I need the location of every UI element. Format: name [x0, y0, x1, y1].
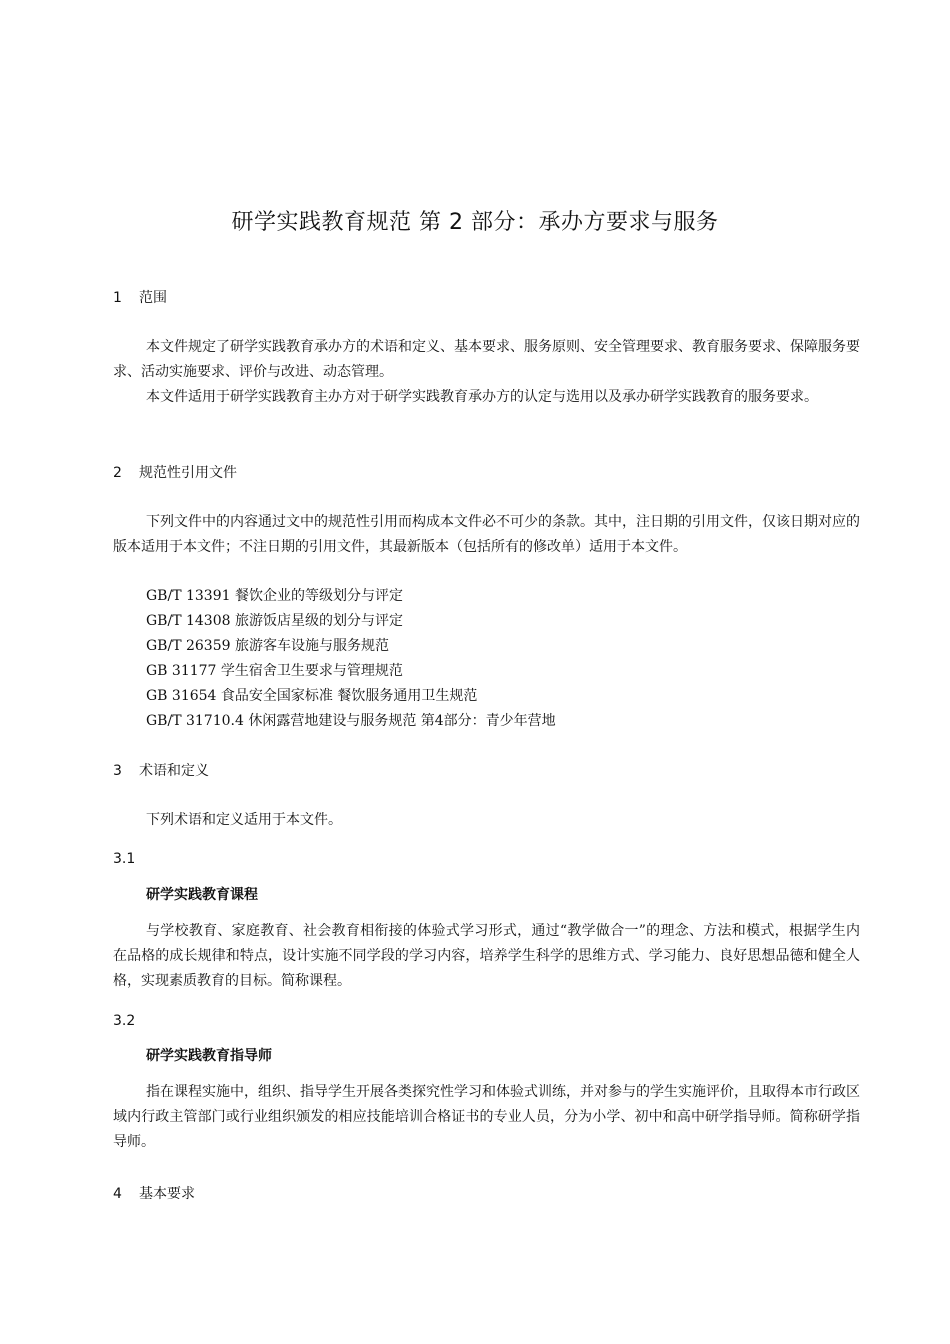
term-definition: 指在课程实施中，组织、指导学生开展各类探究性学习和体验式训练，并对参与的学生实施评价，且取得本市行政区域内行政主管部门或行业组织颁发的相应技能培训合格证书的专业人员，分为小学、初中和高中研学指导师。简称研学指导师。 [113, 1084, 860, 1150]
section-number: 2 [113, 465, 122, 481]
section-title: 术语和定义 [139, 763, 209, 779]
reference-item: GB/T 13391 餐饮企业的等级划分与评定 [146, 588, 403, 604]
term-name: 研学实践教育指导师 [146, 1048, 272, 1064]
section-heading-scope [113, 287, 167, 309]
reference-item: GB/T 26359 旅游客车设施与服务规范 [146, 638, 389, 654]
scope-paragraph-1: 本文件规定了研学实践教育承办方的术语和定义、基本要求、服务原则、安全管理要求、教育服务要求、保障服务要求、活动实施要求、评价与改进、动态管理。 [113, 339, 860, 380]
reference-item: GB 31177 学生宿舍卫生要求与管理规范 [146, 663, 403, 679]
terms-intro-paragraph: 下列术语和定义适用于本文件。 [146, 812, 342, 828]
reference-item: GB/T 31710.4 休闲露营地建设与服务规范 第4部分：青少年营地 [146, 713, 556, 729]
section-title: 规范性引用文件 [139, 465, 237, 481]
references-intro-paragraph: 下列文件中的内容通过文中的规范性引用而构成本文件必不可少的条款。其中，注日期的引用文件，仅该日期对应的版本适用于本文件；不注日期的引用文件，其最新版本（包括所有的修改单）适用于本文件。 [113, 514, 860, 555]
section-heading-basic-requirements [113, 1183, 195, 1205]
reference-item: GB/T 14308 旅游饭店星级的划分与评定 [146, 613, 403, 629]
reference-item: GB 31654 食品安全国家标准 餐饮服务通用卫生规范 [146, 688, 478, 704]
section-number: 4 [113, 1186, 122, 1202]
section-title: 范围 [139, 290, 167, 306]
clause-number: 3.2 [113, 1013, 136, 1029]
section-heading-terms-and-definitions [113, 760, 209, 782]
section-title: 基本要求 [139, 1186, 195, 1202]
clause-number: 3.1 [113, 851, 136, 867]
section-number: 3 [113, 763, 122, 779]
section-heading-normative-references [113, 462, 237, 484]
term-definition: 与学校教育、家庭教育、社会教育相衔接的体验式学习形式，通过“教学做合一”的理念、方法和模式，根据学生内在品格的成长规律和特点，设计实施不同学段的学习内容，培养学生科学的思维方式、学习能力、良好思想品德和健全人格，实现素质教育的目标。简称课程。 [113, 923, 860, 989]
section-number: 1 [113, 290, 122, 306]
scope-paragraph-2: 本文件适用于研学实践教育主办方对于研学实践教育承办方的认定与选用以及承办研学实践教育的服务要求。 [146, 389, 818, 405]
term-name: 研学实践教育课程 [146, 887, 258, 903]
document-title: 研学实践教育规范 第 2 部分：承办方要求与服务 [231, 210, 719, 235]
